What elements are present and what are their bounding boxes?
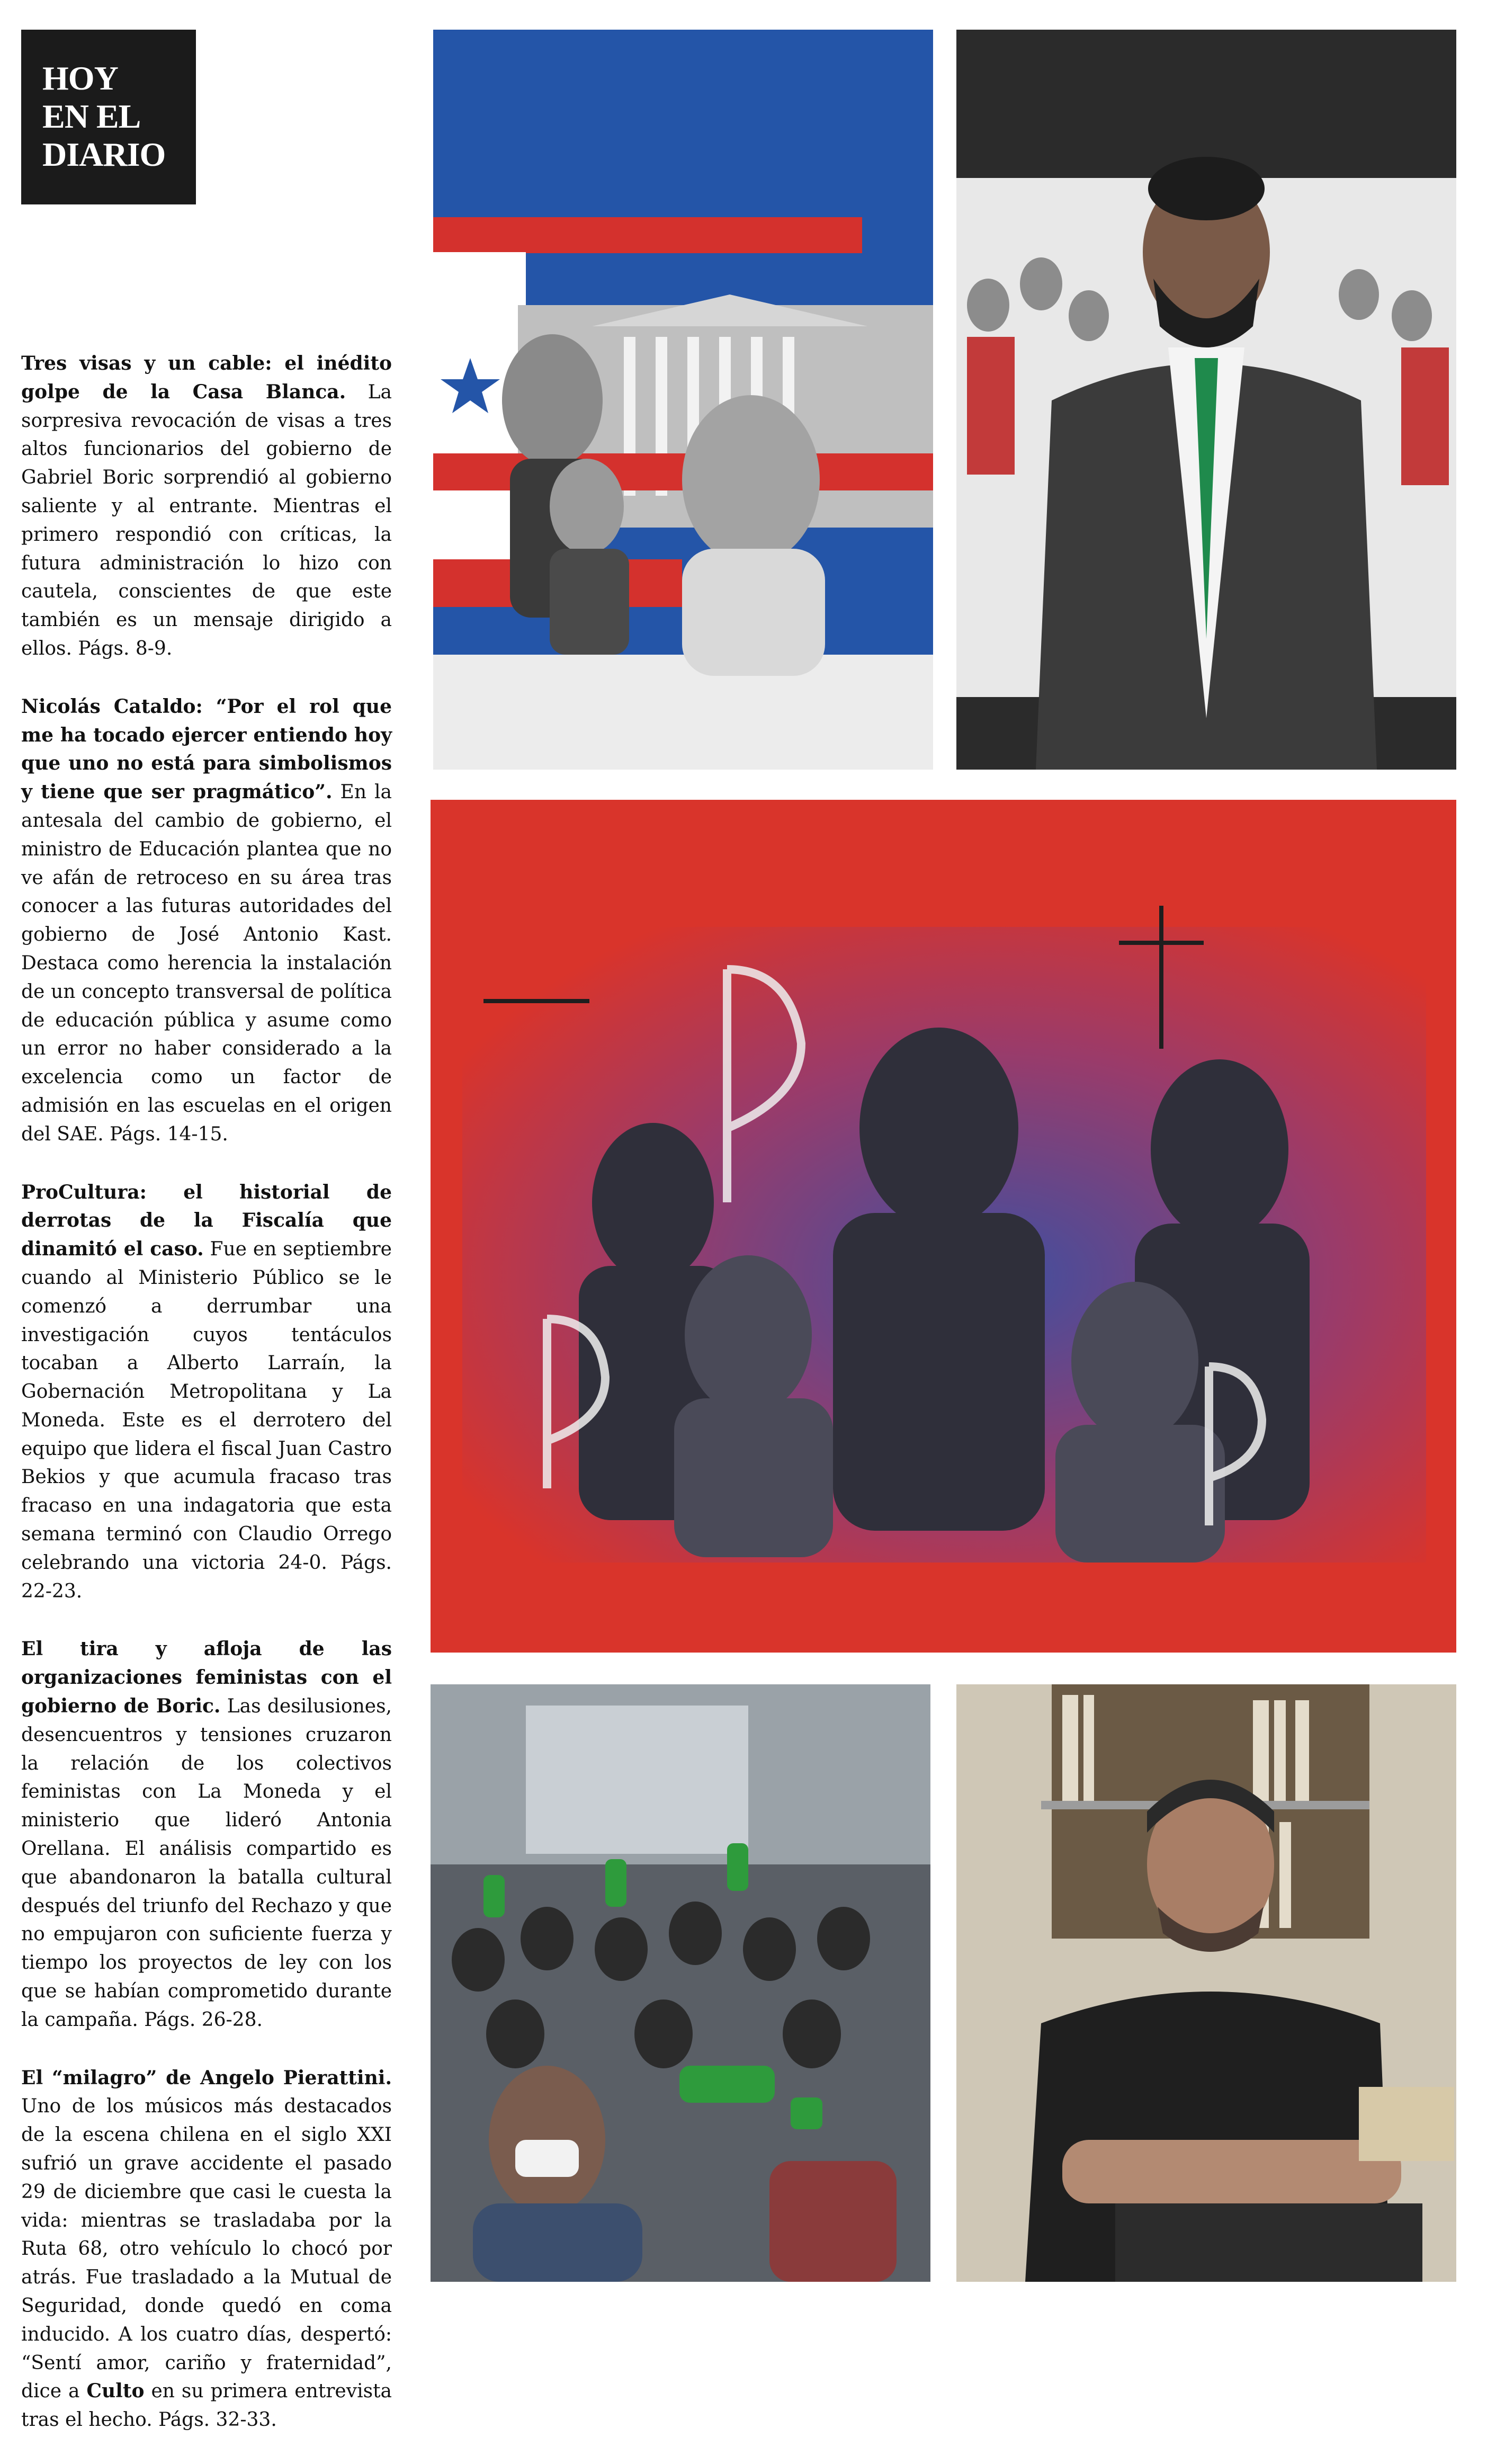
story-pierattini	[21, 2064, 392, 2434]
story-body-post: en su primera entrevista tras el hecho. Págs. 32-33.	[21, 2380, 392, 2431]
logo-line-3: DIARIO	[42, 136, 166, 173]
section-logo	[21, 30, 196, 204]
story-body: Fue en septiembre cuando al Ministerio Público se le comenzó a derrumbar una investigación cuyos tentáculos tocaban a Alberto Larraín, la Gobernación Metropolitana y La Moneda. Este es el derrotero del equipo que lidera el fiscal Juan Castro Bekios y que acumula fracaso tras fracaso en una indagatoria que esta semana terminó con Claudio Orrego celebrando una victoria 24-0. Págs. 22-23.	[21, 1238, 392, 1602]
logo-line-1: HOY	[42, 59, 118, 97]
story-headline[interactable]: El tira y afloja de las organizaciones feministas con el gobierno de Boric.	[21, 1638, 392, 1718]
story-body: Las desilusiones, desencuentros y tensiones cruzaron la relación de los colectivos feministas con La Moneda y el ministerio que lideró Antonia Orellana. El análisis compartido es que abandonaron la batalla cultural después del triunfo del Rechazo y que no empujaron con suficiente fuerza y tiempo los proyectos de ley con los que se habían comprometido durante la campaña. Págs. 26-28.	[21, 1695, 392, 2031]
story-headline[interactable]: Tres visas y un cable: el inédito golpe de la Casa Blanca.	[21, 352, 392, 403]
story-body-pre: Uno de los músicos más destacados de la escena chilena en el siglo XXI sufrió un grave accidente el pasado 29 de diciembre que casi le cuesta la vida: mientras se trasladaba por la Ruta 68, otro vehículo lo chocó por atrás. Fue trasladado a la Mutual de Seguridad, donde quedó en coma inducido. A los cuatro días, despertó: “Sentí amor, cariño y fraternidad”, dice a	[21, 2095, 392, 2403]
stories-column	[21, 350, 392, 2464]
story-body: La sorpresiva revocación de visas a tres altos funcionarios del gobierno de Gabriel Boric sorprendió al gobierno saliente y al entrante. Mientras el primero respondió con críticas, la futura administración lo hizo con cautela, conscientes de que este también es un mensaje dirigido a ellos. Págs. 8-9.	[21, 381, 392, 659]
story-headline[interactable]: Nicolás Cataldo: “Por el rol que me ha tocado ejercer entiendo hoy que uno no está para simbolismos y tiene que ser pragmático”.	[21, 695, 392, 804]
procultura-collage-art	[431, 800, 1456, 1653]
feminist-group-art	[431, 1684, 930, 2282]
story-visas	[21, 350, 392, 663]
feminist-group-image[interactable]	[431, 1684, 930, 2282]
story-body: En la antesala del cambio de gobierno, el ministro de Educación plantea que no ve afán de retroceso en su área tras conocer a las futuras autoridades del gobierno de José Antonio Kast. Destaca como herencia la instalación de un concepto transversal de política de educación pública y asume como un error no haber considerado a la excelencia como un factor de admisión en las escuelas en el origen del SAE. Págs. 14-15.	[21, 781, 392, 1145]
minister-portrait-image[interactable]	[956, 30, 1456, 770]
story-cataldo	[21, 693, 392, 1149]
story-body-publication: Culto	[86, 2380, 145, 2403]
white-house-collage-image[interactable]	[433, 30, 933, 770]
white-house-collage-art	[433, 30, 933, 770]
minister-portrait-art	[956, 30, 1456, 770]
pierattini-portrait-art	[956, 1684, 1456, 2282]
story-feministas	[21, 1635, 392, 2034]
story-headline[interactable]: El “milagro” de Angelo Pierattini.	[21, 2066, 392, 2089]
story-headline[interactable]: ProCultura: el historial de derrotas de la Fiscalía que dinamitó el caso.	[21, 1181, 392, 1261]
procultura-collage-image[interactable]	[431, 800, 1456, 1653]
story-procultura	[21, 1179, 392, 1606]
pierattini-portrait-image[interactable]	[956, 1684, 1456, 2282]
logo-line-2: EN EL	[42, 97, 141, 135]
